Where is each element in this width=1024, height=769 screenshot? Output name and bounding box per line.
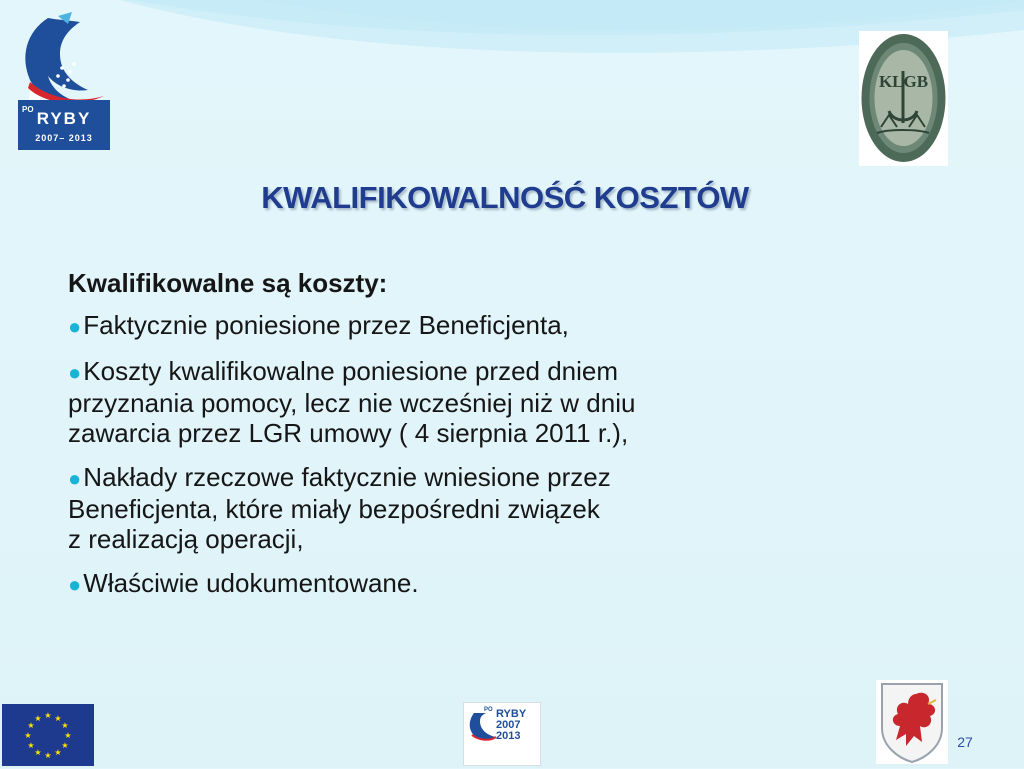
svg-text:★: ★ xyxy=(24,731,32,740)
small-logo-line: 2007 xyxy=(496,719,521,731)
small-logo-line: RYBY xyxy=(496,708,527,720)
ryby-logo-years: 2007– 2013 xyxy=(35,133,93,143)
ryby-logo-label-box xyxy=(18,100,110,150)
bullet-text: Koszty kwalifikowalne poniesione przed dniem xyxy=(83,356,619,386)
ryby-logo-name: RYBY xyxy=(36,109,92,128)
bullet-item xyxy=(68,356,848,448)
seal-letters: KLGB xyxy=(878,72,929,91)
po-ryby-small-logo-icon xyxy=(463,702,541,766)
svg-text:★: ★ xyxy=(27,721,35,730)
slide-title: KWALIFIKOWALNOŚĆ KOSZTÓW xyxy=(261,180,749,215)
bullet-text: Nakłady rzeczowe faktycznie wniesione przez xyxy=(83,462,611,492)
bullet-text: Właściwie udokumentowane. xyxy=(83,568,419,598)
ryby-logo-icon xyxy=(18,12,110,150)
bullet-dot-icon: ● xyxy=(68,314,82,339)
lgr-seal-icon xyxy=(859,31,948,166)
svg-text:★: ★ xyxy=(54,748,62,757)
bullet-item xyxy=(68,310,848,342)
content-lead: Kwalifikowalne są koszty: xyxy=(68,268,388,298)
svg-text:★: ★ xyxy=(64,731,72,740)
page-number: 27 xyxy=(957,734,973,750)
slide-content xyxy=(68,268,848,614)
griffin-coat-of-arms-icon xyxy=(876,680,948,764)
bullet-item xyxy=(68,462,848,554)
small-logo-line: 2013 xyxy=(496,730,521,742)
bullet-text: z realizacją operacji, xyxy=(68,524,304,554)
bullet-text: Faktycznie poniesione przez Beneficjenta, xyxy=(83,310,569,340)
small-logo-name xyxy=(496,709,526,742)
eu-flag-icon xyxy=(2,704,94,766)
bullet-text: Beneficjenta, które miały bezpośredni związek xyxy=(68,494,600,524)
bullet-dot-icon: ● xyxy=(68,360,82,385)
svg-text:★: ★ xyxy=(44,751,52,760)
svg-text:★: ★ xyxy=(34,714,42,723)
bullet-text: zawarcia przez LGR umowy ( 4 sierpnia 2011 r.), xyxy=(68,418,629,448)
svg-text:★: ★ xyxy=(61,741,69,750)
bullet-dot-icon: ● xyxy=(68,572,82,597)
bullet-text: przyznania pomocy, lecz nie wcześniej niż w dniu xyxy=(68,388,636,418)
bullet-item xyxy=(68,568,848,600)
svg-text:★: ★ xyxy=(34,748,42,757)
small-logo-po: PO xyxy=(484,707,493,713)
ryby-logo-po: PO xyxy=(22,105,34,114)
svg-text:★: ★ xyxy=(44,711,52,720)
svg-text:★: ★ xyxy=(54,714,62,723)
bullet-dot-icon: ● xyxy=(68,466,82,491)
svg-text:★: ★ xyxy=(27,741,35,750)
svg-text:★: ★ xyxy=(61,721,69,730)
